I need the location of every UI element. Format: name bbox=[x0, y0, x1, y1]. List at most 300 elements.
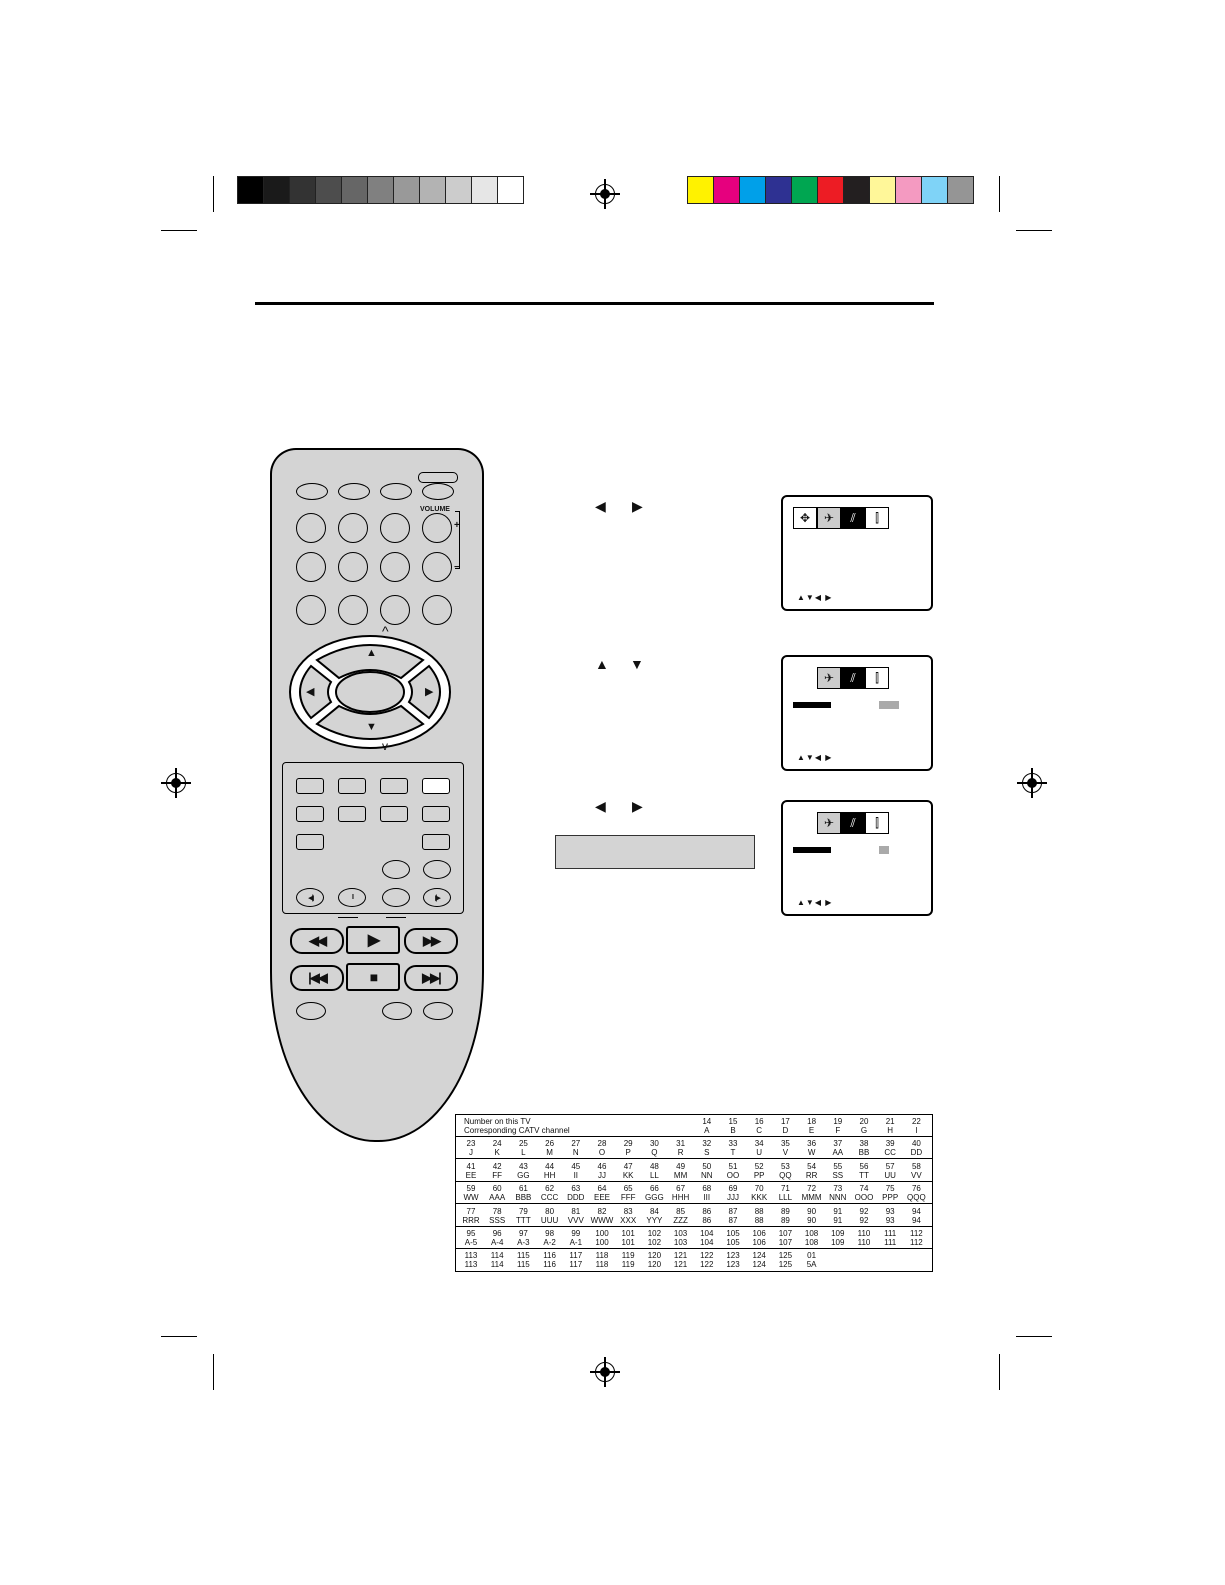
tv-number: 19 bbox=[833, 1117, 843, 1126]
catv-channel: W bbox=[807, 1148, 816, 1158]
catv-channel: M bbox=[546, 1148, 553, 1158]
catv-channel: FFF bbox=[620, 1193, 636, 1203]
table-cell bbox=[484, 1162, 510, 1180]
catv-channel: GGG bbox=[645, 1193, 664, 1203]
table-cell bbox=[589, 1139, 615, 1157]
table-cell bbox=[825, 1117, 851, 1135]
skip-forward-button[interactable]: ▶▶| bbox=[404, 965, 458, 991]
table-cell bbox=[589, 1162, 615, 1180]
number-button[interactable] bbox=[422, 595, 452, 625]
channel-down-caret-icon: v bbox=[382, 739, 388, 753]
tv-number: 91 bbox=[833, 1206, 843, 1216]
table-cell bbox=[720, 1162, 746, 1180]
catv-channel: S bbox=[704, 1148, 710, 1158]
catv-channel: DDD bbox=[567, 1193, 585, 1203]
color-swatch bbox=[948, 177, 973, 203]
catv-channel: G bbox=[860, 1126, 868, 1135]
table-cell bbox=[772, 1229, 798, 1247]
function-button[interactable] bbox=[422, 834, 450, 850]
tv-number: 119 bbox=[621, 1251, 635, 1261]
table-cell bbox=[510, 1207, 536, 1225]
tv-number: 106 bbox=[752, 1229, 766, 1238]
table-cell bbox=[877, 1162, 903, 1180]
tv-number: 38 bbox=[859, 1139, 869, 1149]
tv-number: 100 bbox=[595, 1229, 609, 1238]
table-cell bbox=[668, 1207, 694, 1225]
table-cell bbox=[694, 1184, 720, 1202]
table-cell bbox=[799, 1207, 825, 1225]
tv-number: 111 bbox=[884, 1229, 897, 1238]
tv-number: 117 bbox=[569, 1251, 583, 1261]
tv-number: 73 bbox=[833, 1184, 843, 1194]
tv-number: 36 bbox=[807, 1139, 817, 1149]
tv-number: 68 bbox=[702, 1184, 712, 1194]
catv-channel: 93 bbox=[885, 1215, 895, 1225]
volume-plus-label: + bbox=[454, 520, 460, 531]
catv-channel: 118 bbox=[595, 1260, 609, 1270]
table-cell bbox=[510, 1139, 536, 1157]
tv-number: 42 bbox=[492, 1161, 502, 1171]
tv-number: 79 bbox=[518, 1206, 528, 1216]
catv-channel: ZZZ bbox=[673, 1215, 688, 1225]
catv-channel: UU bbox=[884, 1170, 896, 1180]
table-cell bbox=[641, 1207, 667, 1225]
catv-channel: I bbox=[915, 1126, 918, 1135]
table-cell bbox=[537, 1162, 563, 1180]
tv-number: 80 bbox=[545, 1206, 555, 1216]
table-cell bbox=[694, 1117, 720, 1135]
registration-mark-icon bbox=[166, 773, 186, 793]
table-cell bbox=[877, 1139, 903, 1157]
tv-number: 37 bbox=[833, 1139, 843, 1149]
catv-channel: WW bbox=[463, 1193, 479, 1203]
color-swatch bbox=[870, 177, 896, 203]
remote-top-button[interactable] bbox=[422, 483, 454, 500]
catv-channel: A-3 bbox=[517, 1238, 530, 1247]
catv-channel: 88 bbox=[754, 1215, 764, 1225]
function-oval-button[interactable] bbox=[423, 860, 451, 879]
volume-bracket bbox=[455, 511, 460, 569]
color-swatch bbox=[688, 177, 714, 203]
catv-channel: CCC bbox=[540, 1193, 559, 1203]
gray-swatch bbox=[498, 177, 523, 203]
tv-number: 70 bbox=[754, 1184, 764, 1194]
function-button[interactable] bbox=[422, 806, 450, 822]
tv-number: 33 bbox=[728, 1139, 738, 1149]
crop-mark bbox=[161, 1336, 197, 1337]
catv-channel: HHH bbox=[671, 1193, 690, 1203]
catv-channel: AA bbox=[832, 1148, 844, 1158]
tv-number: 92 bbox=[859, 1206, 869, 1216]
catv-channel: T bbox=[730, 1148, 736, 1158]
catv-channel: V bbox=[782, 1148, 789, 1158]
tv-number: 124 bbox=[752, 1251, 766, 1261]
tv-number: 67 bbox=[676, 1184, 686, 1194]
skip-back-button[interactable]: |◀◀ bbox=[290, 965, 344, 991]
registration-mark-icon bbox=[595, 184, 615, 204]
remote-top-button[interactable] bbox=[338, 483, 370, 500]
catv-channel: XXX bbox=[620, 1215, 637, 1225]
tv-number: 108 bbox=[804, 1229, 819, 1238]
table-header-row bbox=[456, 1115, 932, 1137]
catv-channel: 105 bbox=[726, 1238, 740, 1247]
table-cell bbox=[851, 1139, 877, 1157]
tv-number: 24 bbox=[492, 1139, 502, 1149]
table-cell bbox=[799, 1162, 825, 1180]
table-cell bbox=[537, 1184, 563, 1202]
table-cell bbox=[851, 1184, 877, 1202]
number-button[interactable] bbox=[338, 595, 368, 625]
table-cell bbox=[589, 1229, 615, 1247]
slow-forward-button[interactable]: |▶ bbox=[423, 888, 451, 907]
table-cell bbox=[877, 1184, 903, 1202]
table-row bbox=[456, 1249, 932, 1271]
table-cell bbox=[877, 1207, 903, 1225]
table-cell bbox=[668, 1162, 694, 1180]
table-header-label: Number on this TV Corresponding CATV channel bbox=[464, 1117, 570, 1135]
table-cell bbox=[668, 1251, 694, 1269]
tv-number: 63 bbox=[571, 1184, 581, 1194]
number-button[interactable] bbox=[380, 552, 410, 582]
table-cell bbox=[615, 1184, 641, 1202]
crop-mark bbox=[999, 176, 1000, 212]
menu-screen-3 bbox=[781, 800, 933, 916]
gray-swatch bbox=[420, 177, 446, 203]
dpad-enter-button[interactable] bbox=[336, 672, 404, 712]
catv-channel: YYY bbox=[646, 1215, 663, 1225]
tv-number: 18 bbox=[807, 1117, 817, 1126]
table-cell bbox=[537, 1139, 563, 1157]
catv-channel: J bbox=[469, 1148, 473, 1158]
catv-channel: KKK bbox=[751, 1193, 768, 1203]
function-oval-button[interactable] bbox=[382, 860, 410, 879]
gray-swatch bbox=[238, 177, 264, 203]
bottom-button[interactable] bbox=[423, 1002, 453, 1020]
table-cell bbox=[641, 1251, 667, 1269]
tv-number: 44 bbox=[545, 1161, 555, 1171]
tv-number: 98 bbox=[545, 1229, 555, 1238]
slow-reverse-button[interactable]: ◀| bbox=[296, 888, 324, 907]
function-button[interactable] bbox=[338, 778, 366, 794]
table-cell bbox=[458, 1251, 484, 1269]
catv-channel: 108 bbox=[804, 1238, 819, 1247]
crop-mark bbox=[1016, 1336, 1052, 1337]
table-cell bbox=[772, 1207, 798, 1225]
catv-channel: MM bbox=[673, 1170, 688, 1180]
table-cell bbox=[510, 1184, 536, 1202]
table-cell bbox=[720, 1117, 746, 1135]
table-row bbox=[456, 1182, 932, 1204]
catv-channel: EEE bbox=[593, 1193, 610, 1203]
catv-channel: AAA bbox=[489, 1193, 506, 1203]
tv-number: 57 bbox=[885, 1161, 895, 1171]
rewind-button[interactable]: ◀◀ bbox=[290, 928, 344, 954]
tv-number: 56 bbox=[859, 1161, 869, 1171]
tv-number: 41 bbox=[466, 1161, 476, 1171]
pause-button[interactable] bbox=[338, 888, 366, 907]
tv-number: 59 bbox=[466, 1184, 476, 1194]
gray-swatch bbox=[446, 177, 472, 203]
table-cell bbox=[799, 1229, 825, 1247]
tv-number: 94 bbox=[911, 1206, 921, 1216]
catv-channel: VVV bbox=[567, 1215, 584, 1225]
color-swatch bbox=[714, 177, 740, 203]
table-cell bbox=[668, 1184, 694, 1202]
catv-channel: A-1 bbox=[569, 1238, 583, 1247]
picture-icon: ✈ bbox=[817, 507, 841, 529]
table-cell bbox=[903, 1184, 929, 1202]
catv-channel: QQ bbox=[779, 1170, 792, 1180]
function-button[interactable] bbox=[380, 806, 408, 822]
catv-channel: L bbox=[521, 1148, 526, 1158]
number-button[interactable] bbox=[296, 595, 326, 625]
tv-number: 58 bbox=[911, 1161, 921, 1171]
fast-forward-button[interactable]: ▶▶ bbox=[404, 928, 458, 954]
tv-number: 32 bbox=[702, 1139, 712, 1149]
table-cell bbox=[851, 1162, 877, 1180]
tv-number: 121 bbox=[673, 1251, 688, 1261]
catv-channel: E bbox=[808, 1126, 815, 1135]
function-button[interactable] bbox=[296, 834, 324, 850]
color-swatch bbox=[844, 177, 870, 203]
volume-down-button[interactable] bbox=[422, 552, 452, 582]
number-button[interactable] bbox=[296, 552, 326, 582]
tv-number: 101 bbox=[621, 1229, 635, 1238]
stop-button[interactable]: ■ bbox=[346, 963, 400, 991]
tv-number: 118 bbox=[595, 1251, 609, 1261]
catv-channel: VV bbox=[911, 1170, 922, 1180]
remote-top-button[interactable] bbox=[296, 483, 328, 500]
table-cell bbox=[615, 1229, 641, 1247]
table-cell bbox=[484, 1229, 510, 1247]
tv-number: 51 bbox=[728, 1161, 738, 1171]
catv-channel: TTT bbox=[516, 1215, 531, 1225]
function-oval-button[interactable] bbox=[382, 888, 410, 907]
step3-right-arrow-icon: ▶ bbox=[632, 798, 643, 814]
remote-top-button[interactable] bbox=[380, 483, 412, 500]
function-button[interactable] bbox=[296, 806, 324, 822]
table-row bbox=[456, 1205, 932, 1227]
function-button[interactable] bbox=[338, 806, 366, 822]
table-cell bbox=[903, 1117, 929, 1135]
tv-number: 23 bbox=[466, 1139, 476, 1149]
table-cell bbox=[825, 1139, 851, 1157]
selected-row-bar bbox=[793, 702, 831, 708]
table-cell bbox=[563, 1139, 589, 1157]
table-cell bbox=[537, 1229, 563, 1247]
catv-channel: 101 bbox=[621, 1238, 635, 1247]
tv-number: 123 bbox=[726, 1251, 740, 1261]
catv-channel: 94 bbox=[911, 1215, 921, 1225]
catv-channel: EE bbox=[465, 1170, 477, 1180]
table-cell bbox=[484, 1207, 510, 1225]
catv-channel: 112 bbox=[910, 1238, 923, 1247]
crop-mark bbox=[213, 1354, 214, 1390]
catv-channel: GG bbox=[517, 1170, 530, 1180]
catv-channel: III bbox=[703, 1193, 711, 1203]
catv-channel: 117 bbox=[569, 1260, 583, 1270]
catv-channel: 90 bbox=[807, 1215, 817, 1225]
table-cell bbox=[563, 1207, 589, 1225]
step2-up-arrow-icon: ▲ bbox=[595, 656, 609, 672]
table-cell bbox=[510, 1229, 536, 1247]
catv-channel: BBB bbox=[515, 1193, 532, 1203]
tv-number: 45 bbox=[571, 1161, 581, 1171]
catv-channel: HH bbox=[543, 1170, 556, 1180]
number-button[interactable] bbox=[338, 552, 368, 582]
catv-channel: QQQ bbox=[907, 1193, 926, 1203]
number-button[interactable] bbox=[338, 513, 368, 543]
step1-right-arrow-icon: ▶ bbox=[632, 498, 643, 514]
gray-swatch bbox=[316, 177, 342, 203]
gray-swatch bbox=[368, 177, 394, 203]
play-button[interactable]: ▶ bbox=[346, 926, 400, 954]
tv-number: 64 bbox=[597, 1184, 607, 1194]
table-cell bbox=[458, 1207, 484, 1225]
function-button[interactable] bbox=[296, 778, 324, 794]
table-cell bbox=[825, 1184, 851, 1202]
function-button[interactable] bbox=[380, 778, 408, 794]
tv-number: 116 bbox=[543, 1251, 556, 1261]
table-cell bbox=[615, 1251, 641, 1269]
tv-number: 60 bbox=[492, 1184, 502, 1194]
tv-number: 109 bbox=[831, 1229, 845, 1238]
table-cell bbox=[799, 1184, 825, 1202]
tv-number: 66 bbox=[649, 1184, 659, 1194]
menu-button[interactable] bbox=[422, 778, 450, 794]
catv-channel: A bbox=[704, 1126, 710, 1135]
number-button[interactable] bbox=[380, 595, 410, 625]
tools-icon: ⫿ bbox=[865, 667, 889, 689]
catv-channel: 87 bbox=[728, 1215, 738, 1225]
catv-channel: H bbox=[887, 1126, 894, 1135]
table-cell bbox=[772, 1162, 798, 1180]
tv-number: 95 bbox=[466, 1229, 476, 1238]
step2-down-arrow-icon: ▼ bbox=[630, 656, 644, 672]
table-cell bbox=[877, 1229, 903, 1247]
table-cell bbox=[851, 1117, 877, 1135]
table-cell bbox=[772, 1251, 798, 1269]
catv-channel-table bbox=[455, 1114, 933, 1272]
catv-channel: N bbox=[572, 1148, 579, 1158]
selected-row-bar bbox=[793, 847, 831, 853]
tv-number: 21 bbox=[885, 1117, 895, 1126]
table-cell bbox=[877, 1117, 903, 1135]
tv-number: 20 bbox=[859, 1117, 869, 1126]
catv-channel: 123 bbox=[726, 1260, 740, 1270]
tv-number: 26 bbox=[545, 1139, 555, 1149]
dpad-right-arrow-icon: ▶ bbox=[425, 686, 434, 698]
bottom-button[interactable] bbox=[296, 1002, 326, 1020]
color-swatch bbox=[922, 177, 948, 203]
number-button[interactable] bbox=[380, 513, 410, 543]
catv-channel: 92 bbox=[859, 1215, 869, 1225]
catv-channel: 113 bbox=[464, 1260, 478, 1270]
catv-channel: A-5 bbox=[464, 1238, 478, 1247]
table-cell bbox=[589, 1251, 615, 1269]
catv-channel: 110 bbox=[857, 1238, 871, 1247]
tv-number: 43 bbox=[518, 1161, 528, 1171]
number-button[interactable] bbox=[296, 513, 326, 543]
table-cell bbox=[537, 1251, 563, 1269]
tv-number: 35 bbox=[780, 1139, 790, 1149]
volume-minus-label: − bbox=[454, 562, 460, 573]
catv-channel: D bbox=[782, 1126, 789, 1135]
table-cell bbox=[720, 1229, 746, 1247]
catv-channel: 103 bbox=[673, 1238, 688, 1247]
table-cell bbox=[851, 1229, 877, 1247]
table-cell bbox=[772, 1139, 798, 1157]
catv-channel: RRR bbox=[462, 1215, 480, 1225]
catv-channel: LL bbox=[649, 1170, 659, 1180]
tv-number: 31 bbox=[676, 1139, 686, 1149]
table-cell bbox=[799, 1139, 825, 1157]
catv-channel: NNN bbox=[829, 1193, 847, 1203]
tv-number: 50 bbox=[702, 1161, 712, 1171]
volume-up-button[interactable] bbox=[422, 513, 452, 543]
tv-number: 17 bbox=[780, 1117, 790, 1126]
tv-number: 89 bbox=[780, 1206, 790, 1216]
nav-hint: ▲▼◀ ▶ bbox=[797, 593, 833, 602]
bottom-button[interactable] bbox=[382, 1002, 412, 1020]
catv-channel: O bbox=[598, 1148, 606, 1158]
table-cell bbox=[694, 1229, 720, 1247]
catv-channel: 119 bbox=[621, 1260, 635, 1270]
catv-channel: 89 bbox=[780, 1215, 790, 1225]
table-cell bbox=[772, 1117, 798, 1135]
table-cell bbox=[746, 1139, 772, 1157]
color-swatch bbox=[818, 177, 844, 203]
table-cell bbox=[825, 1229, 851, 1247]
tv-number: 96 bbox=[492, 1229, 502, 1238]
catv-channel: 122 bbox=[700, 1260, 714, 1270]
catv-channel: 86 bbox=[702, 1215, 712, 1225]
picture-icon: ✈ bbox=[817, 812, 841, 834]
tv-number: 48 bbox=[649, 1161, 659, 1171]
tv-number: 61 bbox=[518, 1184, 528, 1194]
table-cell bbox=[825, 1162, 851, 1180]
antenna-icon: ⫽ bbox=[841, 812, 865, 834]
tv-number: 102 bbox=[647, 1229, 662, 1238]
tv-number: 83 bbox=[623, 1206, 633, 1216]
tv-number: 110 bbox=[857, 1229, 871, 1238]
tv-number: 97 bbox=[518, 1229, 528, 1238]
catv-channel: U bbox=[756, 1148, 763, 1158]
table-row bbox=[456, 1137, 932, 1159]
remote-power-led bbox=[418, 472, 458, 483]
table-cell bbox=[458, 1162, 484, 1180]
catv-channel: 91 bbox=[833, 1215, 843, 1225]
note-box bbox=[555, 835, 755, 869]
tv-number: 62 bbox=[545, 1184, 555, 1194]
tv-number: 120 bbox=[647, 1251, 662, 1261]
tv-number: 122 bbox=[700, 1251, 714, 1261]
tv-number: 22 bbox=[911, 1117, 921, 1126]
tv-number: 88 bbox=[754, 1206, 764, 1216]
catv-channel: KK bbox=[622, 1170, 634, 1180]
catv-channel: RR bbox=[805, 1170, 818, 1180]
tv-number: 71 bbox=[780, 1184, 790, 1194]
catv-channel: 104 bbox=[700, 1238, 714, 1247]
gray-scale-bar bbox=[237, 176, 524, 204]
dpad-up-arrow-icon: ▲ bbox=[366, 647, 377, 659]
table-cell bbox=[746, 1117, 772, 1135]
catv-channel: 107 bbox=[778, 1238, 793, 1247]
table-cell bbox=[458, 1184, 484, 1202]
table-cell bbox=[484, 1139, 510, 1157]
tv-number: 29 bbox=[623, 1139, 633, 1149]
tv-number: 77 bbox=[466, 1206, 476, 1216]
